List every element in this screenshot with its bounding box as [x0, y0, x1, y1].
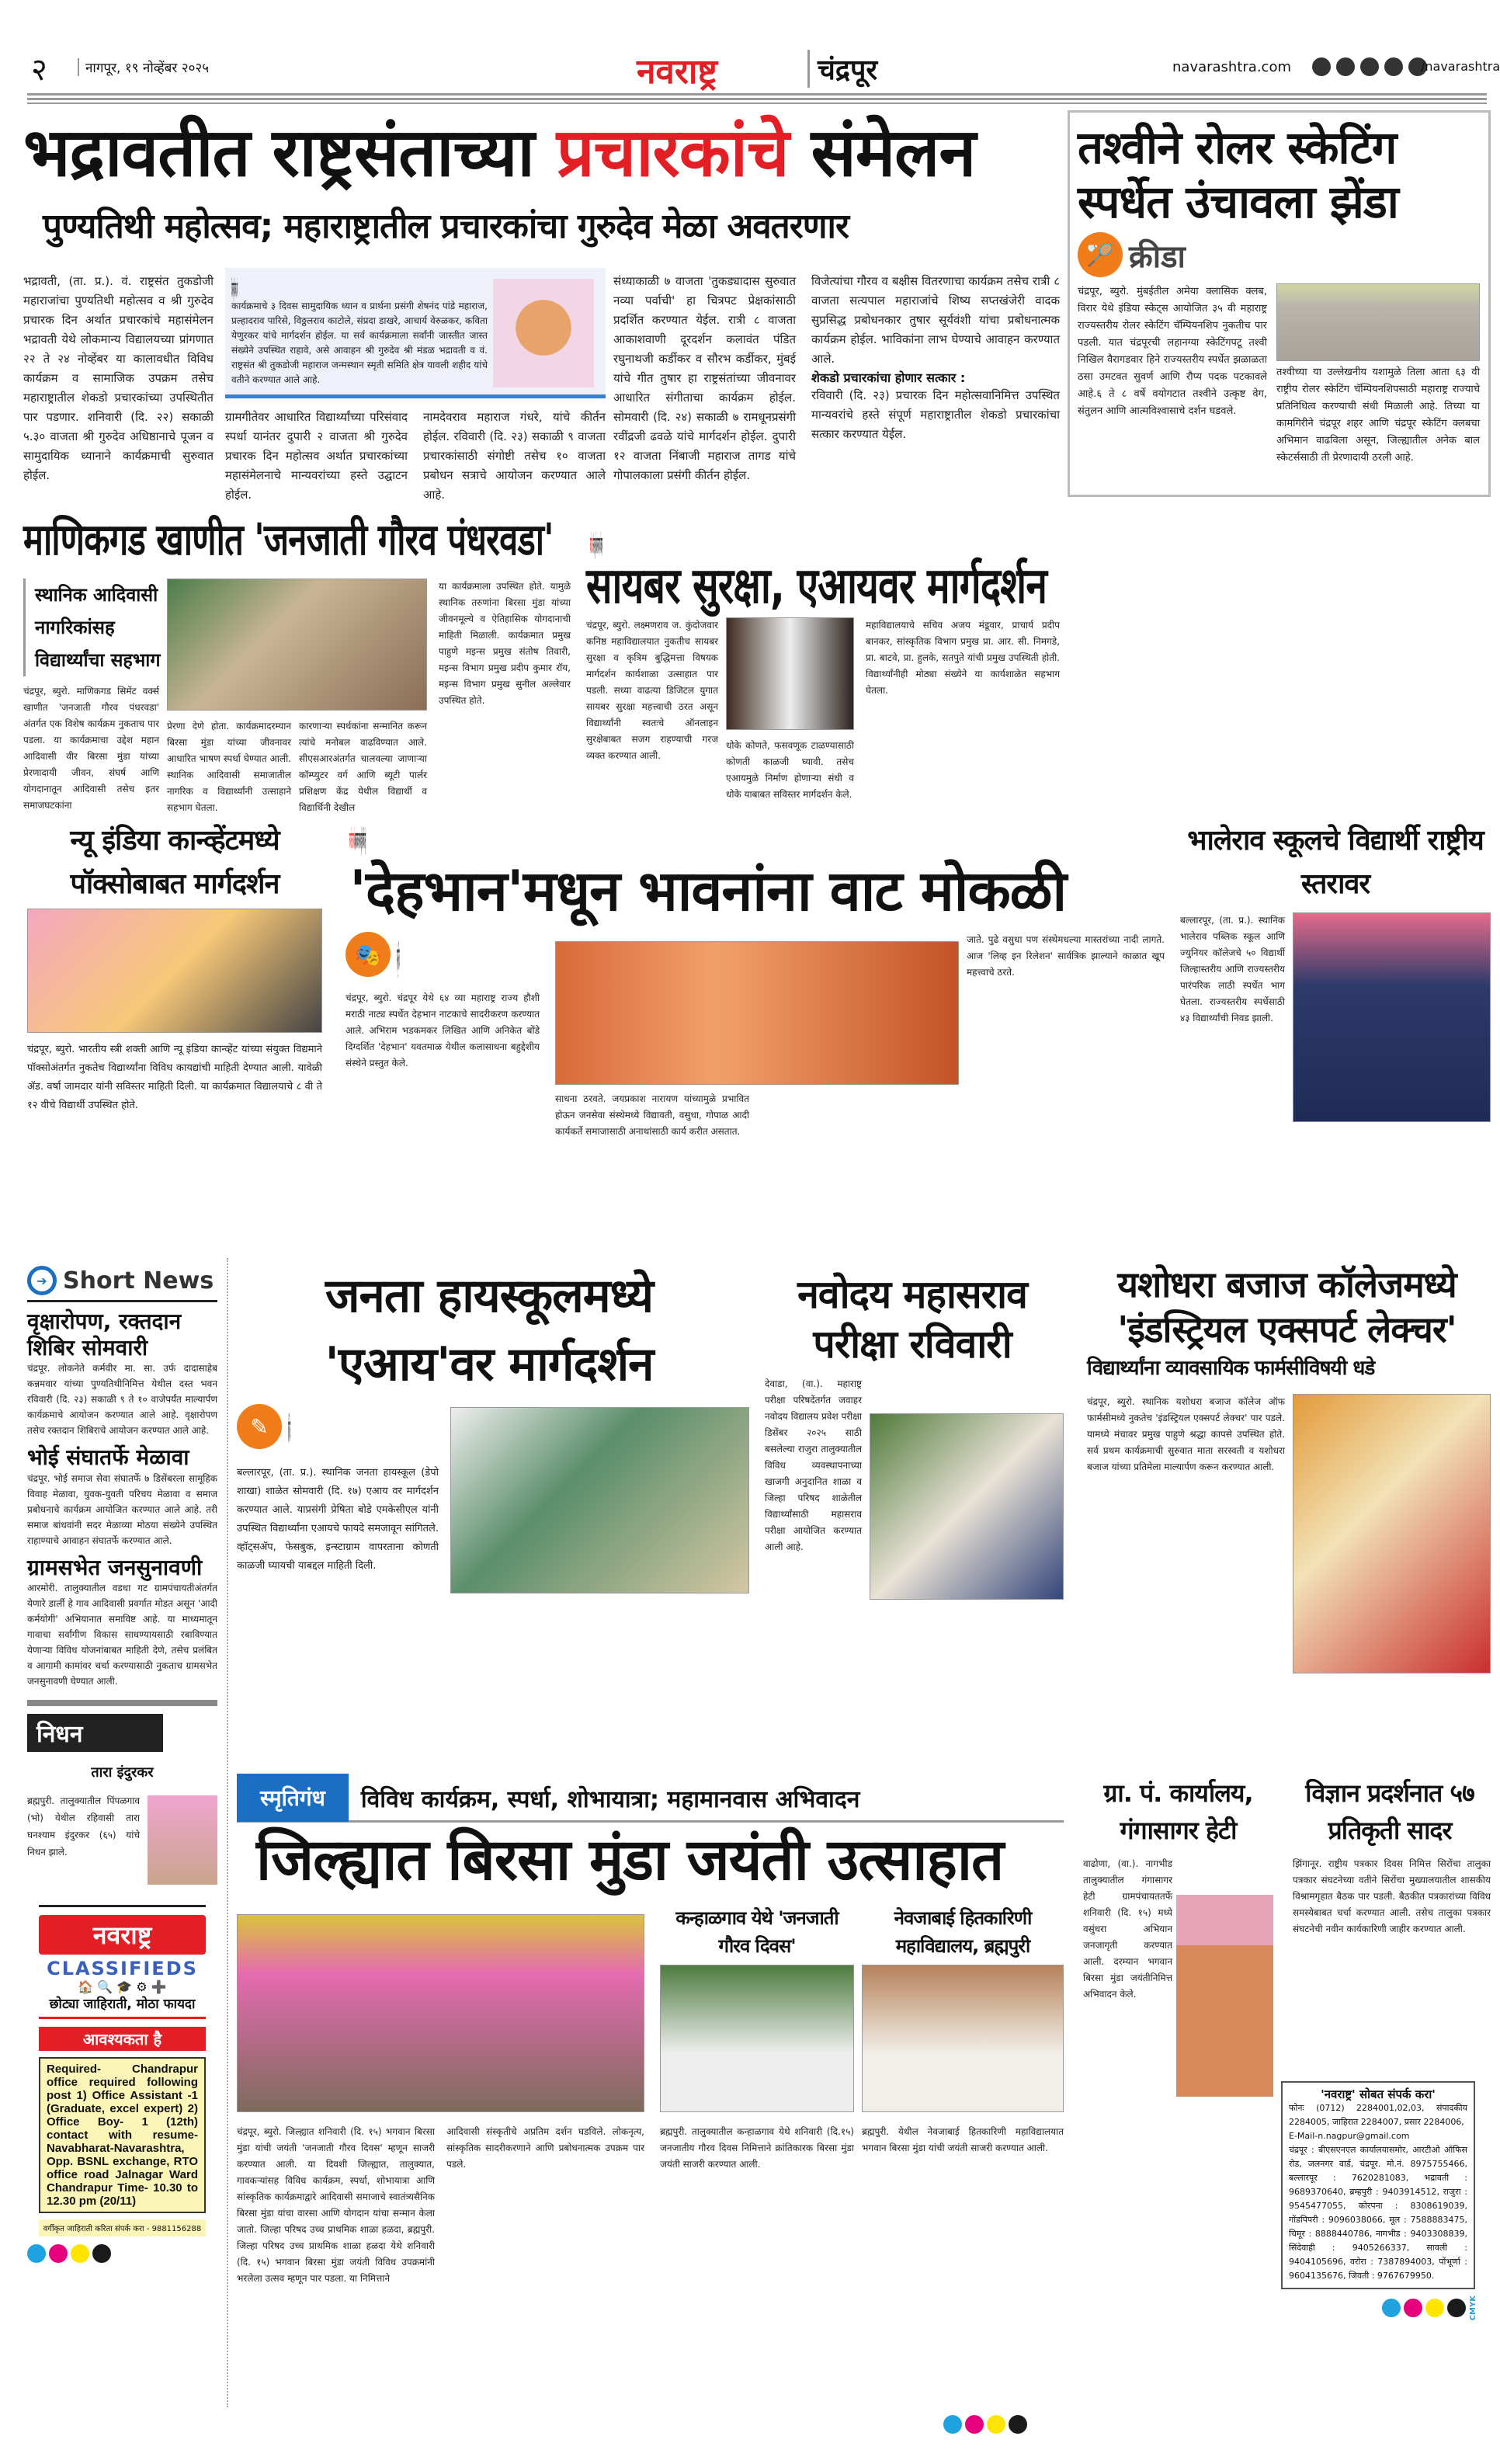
youtube-icon[interactable] [1384, 57, 1403, 76]
contact-box: 'नवराष्ट्र' सोबत संपर्क करा' फोनः (0712) 2284001,02,03, संपादकीय 2284005, जाहिरात 2284007, प्रसार 2284006, E-Mail-n.nagpur@gmail.com चंद्रपूर : बीएसएनएल कार्यालयासमोर, आरटीओ ऑफिस रोड, जलनगर वार्ड, चंद्रपूर. मो.नं. 8975755466, बल्लारपूर : 7620281083, भद्रावती : 9689370640, ब्रम्हपुरी : 9403914512, राजुरा : 9545477055, कोरपना : 8308619039, गोंडपिपरी : 9096038066, मूल : 7588883475, चिमूर : 8888440786, नागभीड : 9403308839, सिंदेवाही : 9405266337, सावली : 9404105696, वरोरा : 7387894003, पोंभूर्णा : 9604135676, जिवती : 9767679950. [1281, 2081, 1475, 2289]
navodaya-headline: नवोदय महासराव परीक्षा रविवारी [797, 1272, 1027, 1367]
rashtrasant-portrait [493, 279, 594, 387]
bhalerao-headline: भालेराव स्कूलचे विद्यार्थी राष्ट्रीय स्तरावर [1187, 825, 1484, 900]
yashodhara-headline: यशोधरा बजाज कॉलेजमध्ये 'इंडस्ट्रियल एक्सपर्ट लेक्चर' [1117, 1263, 1457, 1350]
cyber-photo [726, 617, 854, 730]
section-badge-shaikshanik: ✎ शैक्षणिक [237, 1404, 436, 1449]
birsa-photo-main [237, 1914, 644, 2112]
sidebar-divider [227, 1258, 228, 2407]
obituary: निधन तारा इंदुरकर ब्रह्मपुरी. तालुक्यातील पिंपळगाव (भो) येथील रहिवासी तारा घनश्याम इंदुरकर (६५) यांचे निधन झाले. [27, 1700, 217, 1894]
newindia-headline: न्यू इंडिया कान्व्हेंटमध्ये पॉक्सोबाबत मार्गदर्शन [70, 825, 280, 900]
cyber-col-2: धोके कोणते, फसवणूक टाळण्यासाठी कोणती काळजी घ्यावी. तसेच एआयमुळे निर्माण होणाऱ्या संधी व धोके याबाबत सविस्तर मार्गदर्शन केले. [726, 740, 854, 800]
cyber-headline: सायबर सुरक्षा, एआयवर मार्गदर्शन [586, 558, 1047, 615]
lead-col-3: नामदेवराव महाराज गंधरे, यांचे कीर्तन होईल. रविवारी (दि. २३) सकाळी ९ वाजता प्रचारकांसाठी संगोष्टी तसेच १० वाजता प्रबोधन सत्राचे आयोजन करण्यात आले आहे. [423, 410, 606, 502]
gram-text: वाढोणा, (वा.). नागभीड तालुक्यातील गंगासागर हेटी ग्रामपंचायततर्फे शनिवारी (दि. १५) मध्ये वसुंधरा अभियान जनजागृती करण्यात आली. दरम्यान भगवान बिरसा मुंडा जयंतीनिमित्त अभिवादन केले. [1083, 1858, 1172, 2000]
dateline: नागपूर, १९ नोव्हेंबर २०२५ [78, 58, 209, 76]
manikgad-photo [167, 579, 427, 711]
manikgad-headline: माणिकगड खाणीत 'जनजाती गौरव पंधरवडा' [23, 515, 554, 565]
newindia-text: चंद्रपूर, ब्युरो. भारतीय स्त्री शक्ती आणि न्यू इंडिया कान्व्हेंट यांच्या संयुक्त विद्यमाने पॉक्सोअंतर्गत नुकतेच विद्यार्थ्यांना विविध कायद्यांची माहिती देण्यात आली. यावेळी ॲड. वर्षा जामदार यांनी सविस्तर माहिती दिली. या कार्यक्रमात विद्यालयाचे ८ वी ते १२ वीचे विद्यार्थी उपस्थित होते. [27, 1044, 322, 1111]
facebook-icon[interactable] [1312, 57, 1331, 76]
birsa-col-3: ब्रह्मपुरी. तालुक्यातील कन्हाळगाव येथे शनिवारी (दि.१५) जनजातीय गौरव दिवस निमित्ताने क्रांतिकारक बिरसा मुंडा जयंती साजरी करण्यात आली. [660, 2126, 854, 2170]
contact-offices: चंद्रपूर : बीएसएनएल कार्यालयासमोर, आरटीओ ऑफिस रोड, जलनगर वार्ड, चंद्रपूर. मो.नं. 8975755466, बल्लारपूर : 7620281083, भद्रावती : 9689370640, ब्रम्हपुरी : 9403914512, राजुरा : 9545477055, कोरपना : 8308619039, गोंडपिपरी : 9096038066, मूल : 7588883475, चिमूर : 8888440786, नागभीड : 9403308839, सिंदेवाही : 9405266337, सावली : 9404105696, वरोरा : 7387894003, पोंभूर्णा : 9604135676, जिवती : 9767679950. [1289, 2145, 1467, 2281]
print-dots-left [27, 2244, 217, 2266]
short-news: ➔ Short News वृक्षारोपण, रक्तदान शिबिर सोमवारी चंद्रपूर. लोकनेते कर्मवीर मा. सा. उर्फ दादासाहेब कन्नमवार यांच्या पुण्यतिथीनिमित्त येथील दस्त भवन रविवारी (दि. २३) सकाळी ९ ते १० वाजेपर्यंत माल्यार्पण कार्यक्रमाचे आयोजन करण्यात आले आहे. वृक्षारोपण तसेच रक्तदान शिबिराचे आयोजन करण्यात आले आहे. भोई संघातर्फे मेळावा चंद्रपूर. भोई समाज सेवा संघातर्फे ७ डिसेंबरला सामूहिक विवाह मेळावा, युवक-युवती परिचय मेळावा व समाज प्रबोधनाचे कार्यक्रम आयोजित करण्यात आले आहे. तरी समाज बांधवांनी सदर मेळाव्या मोठया संख्येने उपस्थित राहाण्याचे आवाहन संघातर्फे करण्यात आले. ग्रामसभेत जनसुनावणी आरमोरी. तालुक्यातील वडधा गट ग्रामपंचायतीअंतर्गत येणारे डार्ली हे गाव आदिवासी प्रवर्गात मोडत असून 'आदी कर्मयोगी' अभियानात समाविष्ट आहे. या माध्यमातून गावाचा सर्वांगीण विकास साधण्यायसाठी रबाविण्यात येणाऱ्या विविध योजनांबाबत माहिती देणे, तसेच प्रलंबित व आगामी कामांवर चर्चा करण्यासाठी नुकताच ग्रामसभेत जनसुनावणी घेण्यात आली. [27, 1266, 217, 1689]
edition-name: चंद्रपूर [807, 50, 877, 88]
instagram-icon[interactable] [1336, 57, 1355, 76]
birsa-col-4: ब्रह्मपुरी. येथील नेवजाबाई हितकारिणी महाविद्यालयात भगवान बिरसा मुंडा यांची जयंती साजरी करण्यात आली. [862, 2126, 1064, 2153]
contact-email[interactable]: E-Mail-n.nagpur@gmail.com [1289, 2131, 1410, 2141]
janata-headline: जनता हायस्कूलमध्ये 'एआय'वर मार्गदर्शन [325, 1269, 654, 1392]
janata-text: बल्लारपूर, (ता. प्र.). स्थानिक जनता हायस्कूल (डेपो शाखा) शाळेत सोमवारी (दि. १७) एआय वर मार्गदर्शन करण्यात आले. याप्रसंगी प्रेषिता बोडे एमकेसीएल यांनी उपस्थित विद्यार्थ्यांना एआयचे फायदे समजावून सांगितले. व्हॉट्सॲप, फेसबुक, इन्स्टाग्राम वापरताना कोणती काळजी घ्यायची याबद्दल माहिती दिली. [237, 1467, 439, 1572]
dehbhan-col-2: साधना ठरवते. जयप्रकाश नारायण यांच्यामुळे प्रभावित होऊन जनसेवा संस्थेमध्ये विद्यावती, वसुधा, गोपाळ आदी कार्यकर्ते समाजासाठी अनाथांसाठी कार्य करीत असतात. [555, 1093, 749, 1137]
yashodhara-text: चंद्रपूर, ब्युरो. स्थानिक यशोधरा बजाज कॉलेज ऑफ फार्मसीमध्ये नुकतेच 'इंडस्ट्रियल एक्सपर्ट लेक्चर' पार पडले. यामध्ये मंचावर प्रमुख पाहुणे श्रद्धा कापसे उपस्थित होते. सर्व प्रथम कार्यक्रमाची सुरुवात माता सरस्वती व यशोधरा बजाज यांच्या प्रतिमेला माल्यार्पण करून करण्यात आली. [1087, 1396, 1285, 1472]
sports-icon: 🏸 [1078, 232, 1123, 277]
birsa-sub-1: कन्हाळगाव येथे 'जनजाती गौरव दिवस' [675, 1907, 839, 1957]
navodaya-text: देवाडा, (वा.). महाराष्ट्र परीक्षा परिषदेंतर्गत जवाहर नवोदय विद्यालय प्रवेश परीक्षा डिसेंबर २०२५ साठी बसलेल्या राजुरा तालुक्यातील विविध व्यवस्थापनाच्या खाजगी अनुदानित शाळा व जिल्हा परिषद शाळेतील विद्यार्थ्यांसाठी महासराव परीक्षा आयोजित करण्यात आली आहे. [765, 1378, 862, 1552]
masthead-rule [27, 93, 1487, 104]
classified-ad: Required- Chandrapur office required following post 1) Office Assistant -1 (Graduate, excel expert) 2) Office Boy- 1 (12th) contact with resume- Navabharat-Navarashtra, Opp. BSNL exchange, RTO office road Jalnagar Ward Chandrapur Time- 10.30 to 12.30 pm (20/11) [39, 2057, 206, 2213]
cyber-col-3: महाविद्यालयाचे सचिव अजय मंडूवार, प्राचार्य प्रदीप बानकर, सांस्कृतिक विभाग प्रमुख प्रा. आर. सी. निमगडे, प्रा. बाटवे, प्रा. हुलके, सतपुते यांची प्रमुख उपस्थिती होती. विद्यार्थ्यांनीही मोठ्या संख्येने या कार्यशाळेत सहभाग घेतला. [866, 620, 1060, 696]
navodaya-photo [870, 1413, 1064, 1600]
birsa-photo-2 [660, 1965, 854, 2112]
manikgad-summary: स्थानिक आदिवासी नागरिकांसह विद्यार्थ्यांचा सहभाग [23, 579, 159, 676]
short-news-item: वृक्षारोपण, रक्तदान शिबिर सोमवारी चंद्रपूर. लोकनेते कर्मवीर मा. सा. उर्फ दादासाहेब कन्नमवार यांच्या पुण्यतिथीनिमित्त येथील दस्त भवन रविवारी (दि. २३) सकाळी ९ ते १० वाजेपर्यंत माल्यार्पण कार्यक्रमाचे आयोजन करण्यात आले आहे. वृक्षारोपण तसेच रक्तदान शिबिराचे आयोजन करण्यात आले आहे. [27, 1308, 217, 1437]
vidnyan-headline: विज्ञान प्रदर्शनात ५७ प्रतिकृती सादर [1305, 1778, 1474, 1845]
inset-title: ३ दिवस सामुदायिक ध्यान, प्रार्थना [231, 278, 238, 301]
manikgad-col-3: कारणाऱ्या स्पर्धकांना सन्मानित करून त्यांचे मनोबल वाढविण्यात आले. सीएसआरअंतर्गत चालवल्या जाणाऱ्या कॉम्प्युटर वर्ग आणि ब्यूटी पार्लर प्रशिक्षण केंद्र येथील विद्यार्थी व विद्यार्थिनी देखील [299, 721, 427, 813]
social-handle: /navarashtra [1421, 59, 1500, 74]
lead-col-5: विजेत्यांचा गौरव व बक्षीस वितरणाचा कार्यक्रम तसेच रात्री ८ वाजता सत्यपाल महाराजांचे शिष्य सप्तखंजेरी वादक सुप्रसिद्ध प्रबोधनकार तुषार सूर्यवंशी यांचा प्रबोधनात्मक कार्यक्रम होईल. भाविकांना लाभ घेण्याचे आवाहन करण्यात आले. शेकडो प्रचारकांचा होणार सत्कार : रविवारी (दि. २३) प्रचारक दिन महोत्सवानिमित्त उपस्थित मान्यवरांचे हस्ते संपूर्ण महाराष्ट्रातील शेकडो प्रचारकांचा सत्कार करण्यात येईल. [811, 274, 1060, 441]
birsa-photo-3 [862, 1965, 1064, 2112]
lead-col-1: भद्रावती, (ता. प्र.). वं. राष्ट्रसंत तुकडोजी महाराजांचा पुण्यतिथी महोत्सव व श्री गुरुदेव प्रचारक दिन अर्थात प्रचारकांचे महासंमेलन भद्रावती येथे लोकमान्य विद्यालयच्या प्रांगणात २२ ते २४ नोव्हेंबर या कालावधीत विविध कार्यक्रम व सामाजिक उपक्रम तसेच महाराष्ट्रातील शेकडो प्रचारकांच्या उपस्थितीत पार पडणार. शनिवारी (दि. २२) सकाळी ५.३० वाजता श्री गुरुदेव अधिष्ठानाचे पूजन व सामुदायिक ध्यानाने कार्यक्रमाची सुरुवात होईल. [23, 274, 214, 482]
janata-photo [450, 1407, 749, 1593]
birsa-sub-2: नेवजाबाई हितकारिणी महाविद्यालय, ब्रह्मपुरी [894, 1907, 1032, 1957]
dehbhan-col-3: जाते. पुढे वसुधा पण संस्थेमधल्या मास्तरांच्या नादी लागते. आज 'लिव्ह इन रिलेशन' सार्वत्रिक झाल्याने काळात खूप महत्त्वाचे ठरते. [967, 934, 1165, 978]
birsa-headline: जिल्ह्यात बिरसा मुंडा जयंती उत्साहात [256, 1826, 1004, 1893]
masthead [23, 47, 1500, 93]
left-sidebar [27, 1266, 217, 2438]
vidnyan-text: झिंगानूर. राष्ट्रीय पत्रकार दिवस निमित्त सिरोंचा तालुका पत्रकार संघटनेच्या वतीने सिरोंचा मुख्यालयातील शासकीय विश्रामगृहात बैठक पार पडली. बैठकीत पत्रकारांच्या विविध समस्येबाबत चर्चा करण्यात आली. तसेच तालुका पत्रकार संघटनेची नवीन कार्यकारिणी जाहीर करण्यात आली. [1293, 1858, 1491, 1934]
birsa-col-1: चंद्रपूर, ब्युरो. जिल्ह्यात शनिवारी (दि. १५) भगवान बिरसा मुंडा यांची जयंती 'जनजाती गौरव दिवस' म्हणून साजरी करण्यात आली. या दिवशी जिल्ह्यात, तालुक्यात, गावकऱ्यांसह विविध कार्यक्रम, स्पर्धा, शोभायात्रा आणि सांस्कृतिक कार्यक्रमाद्वारे आदिवासी समाजाचे स्वातंत्र्यसैनिक बिरसा मुंडा यांचा वारसा आणि योगदान यांचा सन्मान केला जातो. जिल्हा परिषद उच्च प्राथमिक शाळा हळदा, ब्रह्मपुरी. जिल्हा परिषद उच्च प्राथमिक शाळा हळदा येथे शनिवारी (दि. १५) भगवान बिरसा मुंडा जयंती विविध उपक्रमांनी भरलेला उत्सव म्हणून पार पडला. या निमित्ताने [237, 2126, 435, 2284]
arrow-circle-icon: ➔ [27, 1266, 57, 1295]
skating-story [1068, 110, 1491, 497]
yashodhara-photo [1293, 1394, 1491, 1673]
page-number: २ [31, 52, 47, 88]
lead-col-4: संध्याकाळी ७ वाजता 'तुकड्यादास सुरुवात नव्या पर्वाची' हा चित्रपट प्रेक्षकांसाठी प्रदर्शित करण्यात येईल. रात्री ८ वाजता आकाशवाणी दूरदर्शन कलावंत पंडित रघुनाथजी कर्डीकर व सौरभ कर्डीकर, मुंबई यांचे गीत तुषार हा राष्ट्रसंतांच्या जीवनावर आधारित संगीताचा कार्यक्रम होईल. सोमवारी (दि. २४) सकाळी ७ रामधूनप्रसंगी रवींद्रजी ढवळे यांचे मार्गदर्शन होईल. दुपारी १२ वाजता निंबाजी महाराज तागड यांचे गोपालकाला प्रसंगी कीर्तन होईल. [613, 274, 796, 482]
lead-subheadline: पुण्यतिथी महोत्सव; महाराष्ट्रातील प्रचारकांचा गुरुदेव मेळा अवतरणार [43, 207, 849, 246]
short-news-item: ग्रामसभेत जनसुनावणी आरमोरी. तालुक्यातील वडधा गट ग्रामपंचायतीअंतर्गत येणारे डार्ली हे गाव आदिवासी प्रवर्गात मोडत असून 'आदी कर्मयोगी' अभियानात समाविष्ट आहे. या माध्यमातून गावाचा सर्वांगीण विकास साधण्यायसाठी रबाविण्यात येणाऱ्या विविध योजनांबाबत माहिती देणे, तसेच प्रलंबित व आगामी कामांवर चर्चा करण्यासाठी नुकताच ग्रामसभेत जनसुनावणी घेण्यात आली. [27, 1554, 217, 1687]
skating-col-2: तश्वीच्या या उल्लेखनीय यशामुळे तिला आता ६३ वी राष्ट्रीय रोलर स्केटिंग चॅम्पियनशिपसाठी महाराष्ट्र राज्याचे प्रतिनिधित्व करण्याची संधी मिळाली आहे. तिच्या या कामगिरीने चंद्रपूर शहर आणि चंद्रपूर स्केटिंग क्लबचा अभिमान वाढविला असून, जिल्ह्यातील अनेक बाल स्केटर्ससाठी ती प्रेरणादायी ठरली आहे. [1276, 367, 1480, 464]
classifieds: नवराष्ट्र CLASSIFIEDS 🏠 🔍 🎓 ⚙ ➕ छोट्या जाहिराती, मोठा फायदा आवश्यकता है Required- Chandrapur office required following post 1) Office Assistant -1 (Graduate, excel expert) 2) Office Boy- 1 (12th) contact with resume- Navabharat-Navarashtra, Opp. BSNL exchange, RTO office road Jalnagar Ward Chandrapur Time- 10.30 to 12.30 pm (20/11) वर्गीकृत जाहिराती करिता संपर्क करा - 9881156288 [39, 1905, 206, 2236]
skating-body [1078, 283, 1481, 487]
manikgad-col-2: प्रेरणा देणे होता. कार्यक्रमादरम्यान बिरसा मुंडा यांच्या जीवनावर आधारित भाषण स्पर्धा घेण्यात आली. स्थानिक आदिवासी समाजातील नागरिक व विद्यार्थ्यांनी उत्साहाने सहभाग घेतला. [167, 721, 291, 813]
social-icons[interactable] [1312, 57, 1430, 76]
cyber-col-1: चंद्रपूर, ब्युरो. लक्ष्मणराव ज. कुंदोजवार कनिष्ठ महाविद्यालयात नुकतीच सायबर सुरक्षा व कृत्रिम बुद्धिमत्ता विषयक मार्गदर्शन कार्यशाळा उत्साहात पार पडली. सध्या वाढत्या डिजिटल युगात सायबर सुरक्षा महत्त्वाची ठरत असून विद्यार्थ्यांनी स्वतःचे ऑनलाइन सुरक्षेबाबत सजग राहण्याची गरज व्यक्त करण्यात आली. [586, 620, 718, 761]
bhalerao-photo [1293, 912, 1491, 1122]
dehbhan-kicker: राज्य मराठी नाट्य स्पर्धा ● यवतमाळच्या कलासाधना बहुद्देशीय संस्थेची प्रस्तुती [349, 827, 366, 854]
lead-inset-box [225, 268, 606, 398]
section-badge-sanskrutik: 🎭 सांस्कृतिक [345, 932, 544, 977]
print-dots-center [943, 2415, 1030, 2437]
yashodhara-subheadline: विद्यार्थ्यांना व्यावसायिक फार्मसीविषयी धडे [1087, 1357, 1375, 1380]
manikgad-col-4: या कार्यक्रमाला उपस्थित होते. यामुळे स्थानिक तरुणांना बिरसा मुंडा यांच्या जीवनमूल्ये व ऐतिहासिक योगदानाची माहिती मिळाली. कार्यक्रमात प्रमुख पाहुणे मइन्स प्रमुख संतोष तिवारी, मइन्स विभाग प्रमुख प्रदीप कुमार रॉय, मइन्स विभाग प्रमुख सुनील अल्लेवार उपस्थित होते. [439, 581, 571, 706]
cyber-kicker: कार्यशाळा : ऑनलाइन सुरक्षेबाबत सजग राहण्याचे आवाहन [590, 532, 603, 559]
contact-column [1281, 2081, 1491, 2320]
birsa-munda-portrait [1176, 1895, 1273, 2097]
website[interactable]: navarashtra.com [1172, 59, 1291, 75]
culture-icon: 🎭 [345, 932, 391, 977]
newspaper-logo: नवराष्ट्र [637, 52, 717, 92]
print-dots-right: CMYK [1382, 2295, 1477, 2320]
dehbhan-col-1: चंद्रपूर, ब्युरो. चंद्रपूर येथे ६४ व्या महाराष्ट्र राज्य हौशी मराठी नाट्य स्पर्धेत देहभान नाटकाचे सादरीकरण करण्यात आले. अभिराम भडकमकर लिखित आणि अनिकेत बोंडे दिग्दर्शित 'देहभान' यवतमाळ येथील कलासाधना बहुद्देशीय संस्थेने प्रस्तुत केले. [345, 992, 540, 1069]
obituary-photo [148, 1795, 217, 1885]
smrutigandh-band: स्मृतिगंध विविध कार्यक्रम, स्पर्धा, शोभायात्रा; महामानवास अभिवादन [237, 1774, 1064, 1823]
education-icon: ✎ [237, 1404, 282, 1449]
manikgad-col-1: चंद्रपूर, ब्युरो. माणिकगड सिमेंट वर्क्स खाणीत 'जनजाती गौरव पंधरवडा' अंतर्गत एक विशेष कार्यक्रम नुकताच पार पडला. या कार्यक्रमाचा उद्देश महान आदिवासी वीर बिरसा मुंडा यांच्या प्रेरणादायी जीवन, संघर्ष आणि योगदानातून आदिवासी तसेच इतर समाजघटकांना [23, 686, 159, 811]
section-badge-krida: 🏸 क्रीडा [1078, 232, 1481, 277]
skating-headline: तश्वीने रोलर स्केटिंग स्पर्धेत उंचावला झेंडा [1078, 121, 1398, 228]
birsa-col-2: आदिवासी संस्कृतीचे अप्रतिम दर्शन घडविले. लोकनृत्य, सांस्कृतिक सादरीकरणाने आणि प्रबोधनात्मक उपक्रम पार पडले. [446, 2126, 644, 2170]
dehbhan-photo [555, 941, 959, 1085]
skating-col-1: चंद्रपूर, ब्युरो. मुंबईतील अमेया क्लासिक क्लब, विरार येथे इंडिया स्केट्स आयोजित ३५ वी महाराष्ट्र राज्यस्तरीय रोलर स्केटिंग चॅम्पियनशिप नुकतीच पार पडली. यात चंद्रपूरची लहानग्या स्केटिंगपटू तश्वी निखिल वैरागडवार हिने राज्यस्तरीय स्पर्धेत झळाळता ठसा उमटवत सुवर्ण आणि रौप्य पदक पटकावले आहे.६ ते ८ वर्षे वयोगटात तश्वीने उत्कृष्ट वेग, संतुलन आणि आत्मविश्वासाचे दर्शन घडवले. [1078, 286, 1267, 417]
lead-col-2: ग्रामगीतेवर आधारित विद्यार्थ्यांच्या परिसंवाद स्पर्धा यानंतर दुपारी २ वाजता श्री गुरुदेव प्रचारक दिन महोत्सव अर्थात प्रचारकांच्या महासंमेलनाचे मान्यवरांच्या हस्ते उद्घाटन होईल. [225, 410, 408, 502]
inset-text: कार्यक्रमाचे ३ दिवस सामुदायिक ध्यान व प्रार्थना प्रसंगी शेषनंद पांडे महाराज, प्रल्हादराव पारिसे, विठ्ठलराव काटोले, संप्रदा डाखरे, आचार्य वेरुळकर, कविता येणुरकर यांचे मार्गदर्शन होईल. या सर्व कार्यक्रमाला सर्वांनी जास्तीत जास्त संख्येने उपस्थित राहावे, असे आवाहन श्री गुरुदेव श्री मंडळ भद्रावती व वं. राष्ट्रसंत श्री तुकडोजी महाराज जन्मस्थान स्मृती समिति क्षेत्र यावली शहीद यांचे वतीने करण्यात आले आहे. [231, 301, 488, 385]
newindia-photo [27, 909, 322, 1033]
dehbhan-headline: 'देहभान'मधून भावनांना वाट मोकळी [349, 858, 1067, 923]
skating-photo [1276, 283, 1480, 361]
bhalerao-text: बल्लारपूर, (ता. प्र.). स्थानिक भालेराव पब्लिक स्कूल आणि ज्युनियर कॉलेजचे ५० विद्यार्थी जिल्हास्तरीय आणि राज्यस्तरीय पारंपरिक लाठी स्पर्धेत भाग घेतला. राज्यस्तरीय स्पर्धेसाठी ४३ विद्यार्थ्यांची निवड झाली. [1180, 915, 1285, 1023]
gram-headline: ग्रा. पं. कार्यालय, गंगासागर हेटी [1103, 1778, 1253, 1845]
x-icon[interactable] [1360, 57, 1379, 76]
short-news-item: भोई संघातर्फे मेळावा चंद्रपूर. भोई समाज सेवा संघातर्फे ७ डिसेंबरला सामूहिक विवाह मेळावा, युवक-युवती परिचय मेळावा व समाज प्रबोधनाचे कार्यक्रम आयोजित करण्यात आले आहे. तरी समाज बांधवांनी सदर मेळाव्या मोठया संख्येने उपस्थित राहाण्याचे आवाहन संघातर्फे करण्यात आले. [27, 1444, 217, 1546]
lead-headline: भद्रावतीत राष्ट्रसंताच्या प्रचारकांचे संमेलन [23, 114, 976, 192]
contact-phone: फोनः (0712) 2284001,02,03, संपादकीय 2284005, जाहिरात 2284007, प्रसार 2284006, [1289, 2103, 1467, 2127]
classified-category-icons: 🏠 🔍 🎓 ⚙ ➕ [78, 1979, 167, 1995]
